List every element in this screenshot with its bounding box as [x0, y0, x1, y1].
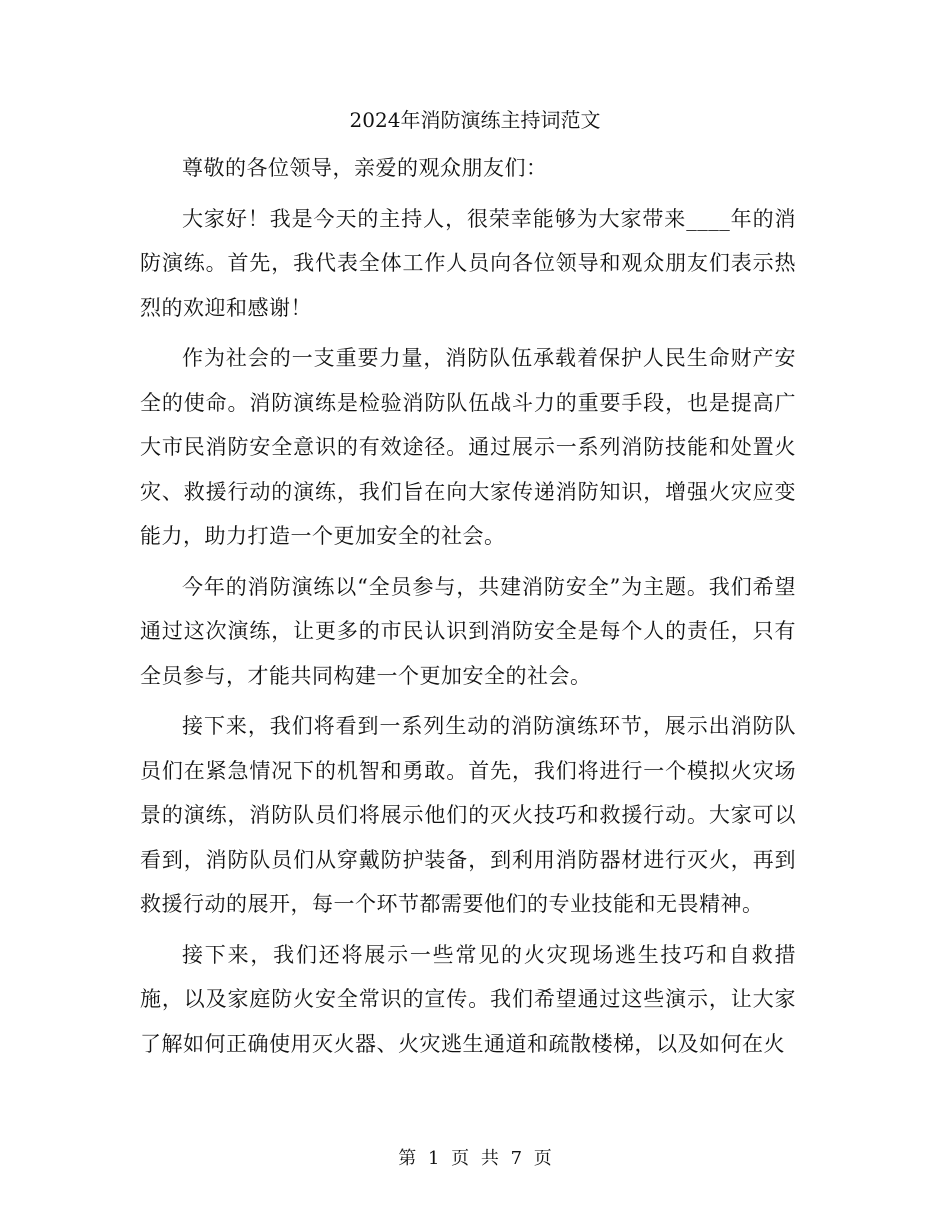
paragraph-salutation: 尊敬的各位领导，亲爱的观众朋友们： [182, 156, 548, 180]
page-number-footer: 第 1 页 共 7 页 [398, 1148, 552, 1169]
paragraph-theme: 今年的消防演练以“全员参与，共建消防安全”为主题。我们希望通过这次演练，让更多的市民认识到消防安全是每个人的责任，只有全员参与，才能共同构建一个更加安全的社会。 [140, 574, 796, 688]
paragraph-escape-skills: 接下来，我们还将展示一些常见的火灾现场逃生技巧和自救措施，以及家庭防火安全常识的宣传。我们希望通过这些演示，让大家了解如何正确使用灭火器、火灾逃生通道和疏散楼梯，以及如何在火 [140, 942, 796, 1056]
paragraph-fire-brigade-role: 作为社会的一支重要力量，消防队伍承载着保护人民生命财产安全的使命。消防演练是检验消防队伍战斗力的重要手段，也是提高广大市民消防安全意识的有效途径。通过展示一系列消防技能和处置火灾、救援行动的演练，我们旨在向大家传递消防知识，增强火灾应变能力，助力打造一个更加安全的社会。 [140, 346, 796, 548]
paragraph-drill-sessions: 接下来，我们将看到一系列生动的消防演练环节，展示出消防队员们在紧急情况下的机智和勇敢。首先，我们将进行一个模拟火灾场景的演练，消防队员们将展示他们的灭火技巧和救援行动。大家可以看到，消防队员们从穿戴防护装备，到利用消防器材进行灭火，再到救援行动的展开，每一个环节都需要他们的专业技能和无畏精神。 [140, 714, 796, 916]
document-body [140, 146, 796, 1072]
paragraph-greeting: 大家好！我是今天的主持人，很荣幸能够为大家带来____年的消防演练。首先，我代表全体工作人员向各位领导和观众朋友们表示热烈的欢迎和感谢！ [140, 206, 796, 320]
document-title: 2024年消防演练主持词范文 [349, 108, 601, 132]
